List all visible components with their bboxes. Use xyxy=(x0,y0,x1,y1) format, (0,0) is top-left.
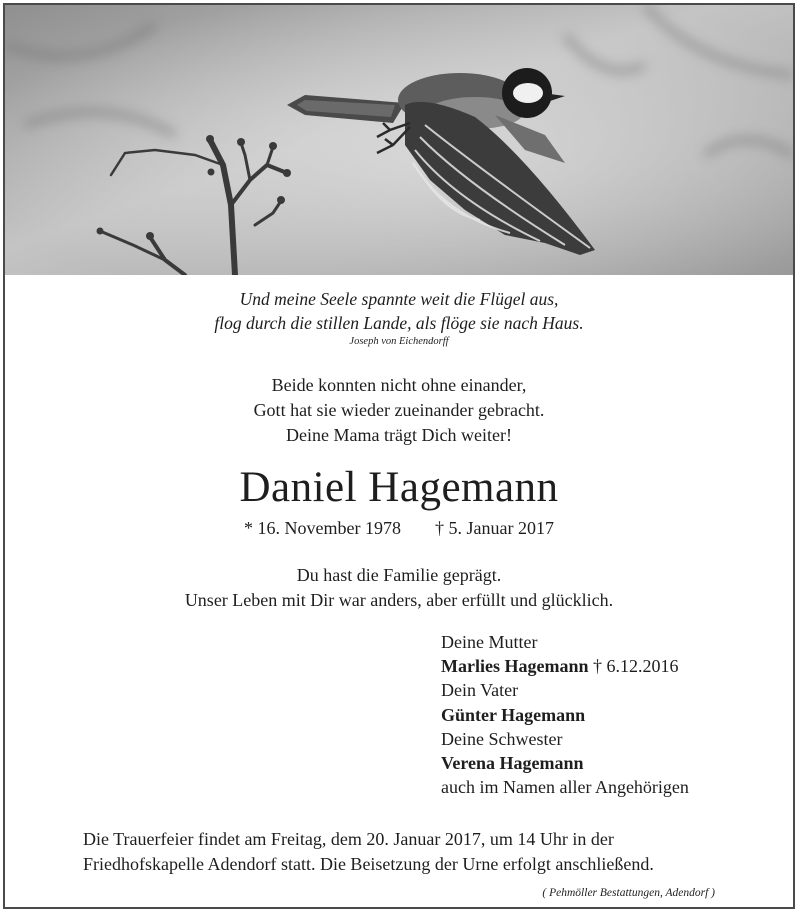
birth-date: * 16. November 1978 xyxy=(244,518,401,538)
deceased-name: Daniel Hagemann xyxy=(239,464,559,511)
verse-line: Beide konnten nicht ohne einander, xyxy=(271,375,527,395)
death-date: † 5. Januar 2017 xyxy=(435,518,554,538)
mother-death-date: † 6.12.2016 xyxy=(588,656,679,677)
father-label: Dein Vater xyxy=(441,680,519,701)
mourners-closing: auch im Namen aller Angehörigen xyxy=(441,777,689,798)
mother-label: Deine Mutter xyxy=(441,632,538,652)
funeral-line: Die Trauerfeier findet am Freitag, dem 20. Januar 2017, um 14 Uhr in der xyxy=(83,829,614,849)
tribute-line: Unser Leben mit Dir war anders, aber erfüllt und glücklich. xyxy=(184,589,614,610)
verse xyxy=(5,373,793,448)
mourners-list xyxy=(441,630,689,799)
verse-line: Deine Mama trägt Dich weiter! xyxy=(286,425,512,445)
poem-line: Und meine Seele spannte weit die Flügel aus, xyxy=(239,289,559,309)
sister-label: Deine Schwester xyxy=(441,728,563,749)
bird-in-flight-photo xyxy=(5,5,793,275)
tribute-text xyxy=(5,563,793,612)
poem-quote xyxy=(5,287,793,335)
poem-line: flog durch die stillen Lande, als flöge sie nach Haus. xyxy=(214,313,584,333)
sister-name: Verena Hagemann xyxy=(441,753,584,774)
father-name: Günter Hagemann xyxy=(441,704,586,725)
undertaker-credit: ( Pehmöller Bestattungen, Adendorf ) xyxy=(542,887,715,899)
life-dates xyxy=(5,518,793,539)
poem-author: Joseph von Eichendorff xyxy=(349,336,449,347)
verse-line: Gott hat sie wieder zueinander gebracht. xyxy=(253,400,545,420)
tribute-line: Du hast die Familie geprägt. xyxy=(296,565,502,585)
mother-name: Marlies Hagemann xyxy=(441,656,589,677)
header-photo xyxy=(5,5,793,275)
funeral-line: Friedhofskapelle Adendorf statt. Die Beisetzung der Urne erfolgt anschließend. xyxy=(83,854,654,874)
obituary-notice xyxy=(3,3,795,909)
funeral-details xyxy=(83,827,763,877)
mother-entry xyxy=(441,654,689,678)
